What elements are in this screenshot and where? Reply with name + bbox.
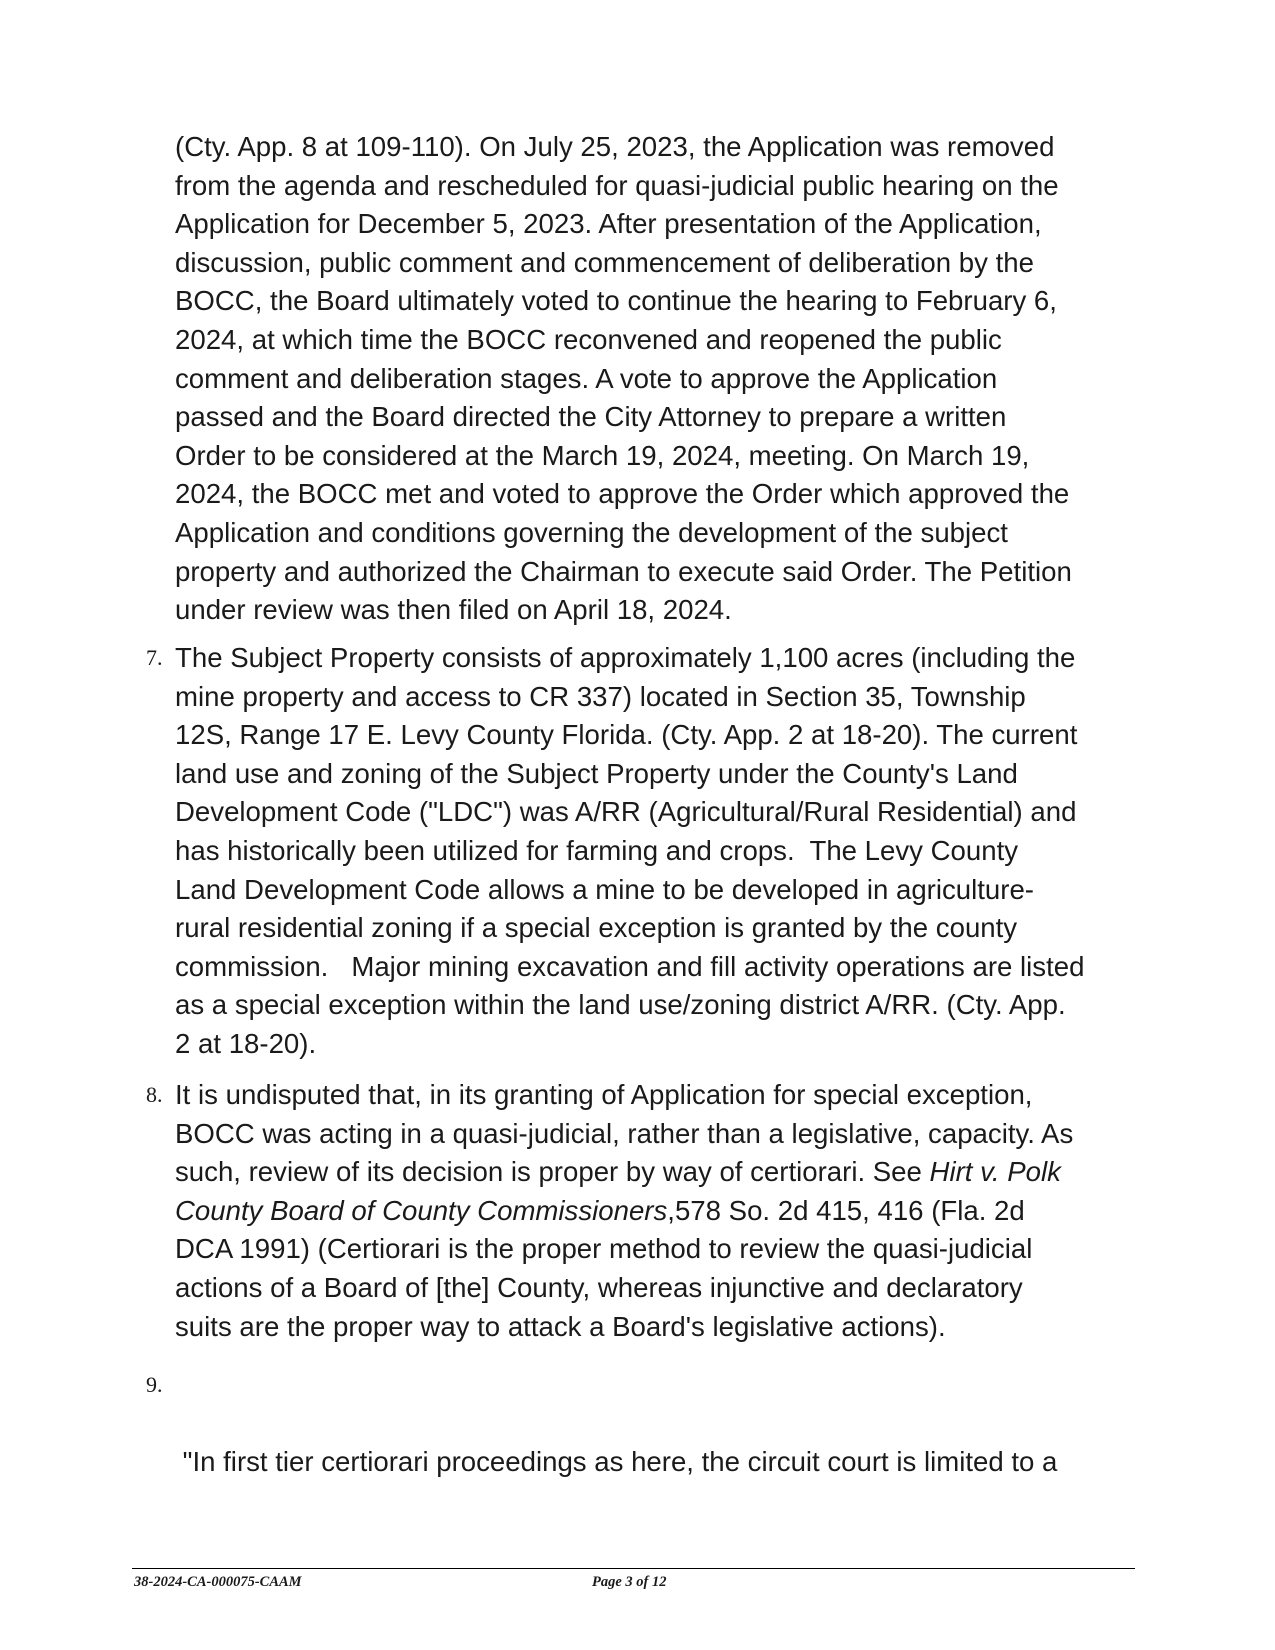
case-citation-italic: County Board of County Commissioners xyxy=(175,1194,668,1226)
text-line: under review was then filed on April 18, 2024. xyxy=(175,594,732,626)
text-line: DCA 1991) (Certiorari is the proper method to review the quasi-judicial xyxy=(175,1233,1033,1265)
text-line: It is undisputed that, in its granting of Application for special exception, xyxy=(175,1079,1033,1110)
text-line xyxy=(175,1192,1145,1231)
text-line: Development Code ("LDC") was A/RR (Agricultural/Rural Residential) and xyxy=(175,796,1077,828)
paragraph-6-continued xyxy=(175,128,1145,630)
paragraph-7 xyxy=(175,639,1145,1064)
text-line: comment and deliberation stages. A vote to approve the Application xyxy=(175,362,998,394)
text-run: such, review of its decision is proper by way of certiorari. See xyxy=(175,1156,930,1188)
text-line: Land Development Code allows a mine to be developed in agriculture- xyxy=(175,873,1034,905)
page-number: Page 3 of 12 xyxy=(592,1574,667,1590)
text-line: land use and zoning of the Subject Property under the County's Land xyxy=(175,757,1018,789)
paragraph-number-9: 9. xyxy=(146,1372,163,1397)
text-line: (Cty. App. 8 at 109-110). On July 25, 2023, the Application was removed xyxy=(175,131,1055,162)
text-line: property and authorized the Chairman to execute said Order. The Petition xyxy=(175,555,1072,587)
text-line: 12S, Range 17 E. Levy County Florida. (Cty. App. 2 at 18-20). The current xyxy=(175,719,1078,751)
text-line: mine property and access to CR 337) located in Section 35, Township xyxy=(175,680,1026,712)
text-line: passed and the Board directed the City Attorney to prepare a written xyxy=(175,401,1007,433)
case-number: 38-2024-CA-000075-CAAM xyxy=(134,1574,302,1590)
text-line: "In first tier certiorari proceedings as here, the circuit court is limited to a xyxy=(175,1446,1058,1478)
text-line: actions of a Board of [the] County, whereas injunctive and declaratory xyxy=(175,1271,1023,1303)
text-line xyxy=(175,1153,1145,1192)
text-line: 2024, the BOCC met and voted to approve the Order which approved the xyxy=(175,478,1070,510)
text-line: discussion, public comment and commencement of deliberation by the xyxy=(175,246,1034,278)
text-line: Order to be considered at the March 19, 2024, meeting. On March 19, xyxy=(175,439,1030,471)
text-line: suits are the proper way to attack a Board's legislative actions). xyxy=(175,1310,946,1342)
text-line: 2024, at which time the BOCC reconvened and reopened the public xyxy=(175,323,1002,355)
paragraph-number-8: 8. xyxy=(146,1082,163,1107)
text-line: BOCC, the Board ultimately voted to continue the hearing to February 6, xyxy=(175,285,1057,317)
text-line: rural residential zoning if a special exception is granted by the county xyxy=(175,912,1018,944)
footer-divider xyxy=(132,1568,1135,1569)
text-line: 2 at 18-20). xyxy=(175,1027,317,1059)
paragraph-9 xyxy=(175,1366,1145,1559)
text-run: ,578 So. 2d 415, 416 (Fla. 2d xyxy=(667,1194,1025,1226)
text-line: Application for December 5, 2023. After presentation of the Application, xyxy=(175,208,1042,240)
paragraph-8 xyxy=(175,1076,1145,1346)
text-line: BOCC was acting in a quasi-judicial, rather than a legislative, capacity. As xyxy=(175,1117,1074,1149)
text-line: from the agenda and rescheduled for quasi-judicial public hearing on the xyxy=(175,169,1059,201)
case-citation-italic: Hirt v. Polk xyxy=(929,1156,1061,1188)
text-line: as a special exception within the land use/zoning district A/RR. (Cty. App. xyxy=(175,989,1066,1021)
text-line: commission. Major mining excavation and fill activity operations are listed xyxy=(175,950,1085,982)
text-line: has historically been utilized for farming and crops. The Levy County xyxy=(175,834,1019,866)
text-line: The Subject Property consists of approximately 1,100 acres (including the xyxy=(175,642,1076,673)
paragraph-number-7: 7. xyxy=(146,645,163,670)
text-line: Application and conditions governing the development of the subject xyxy=(175,516,1008,548)
